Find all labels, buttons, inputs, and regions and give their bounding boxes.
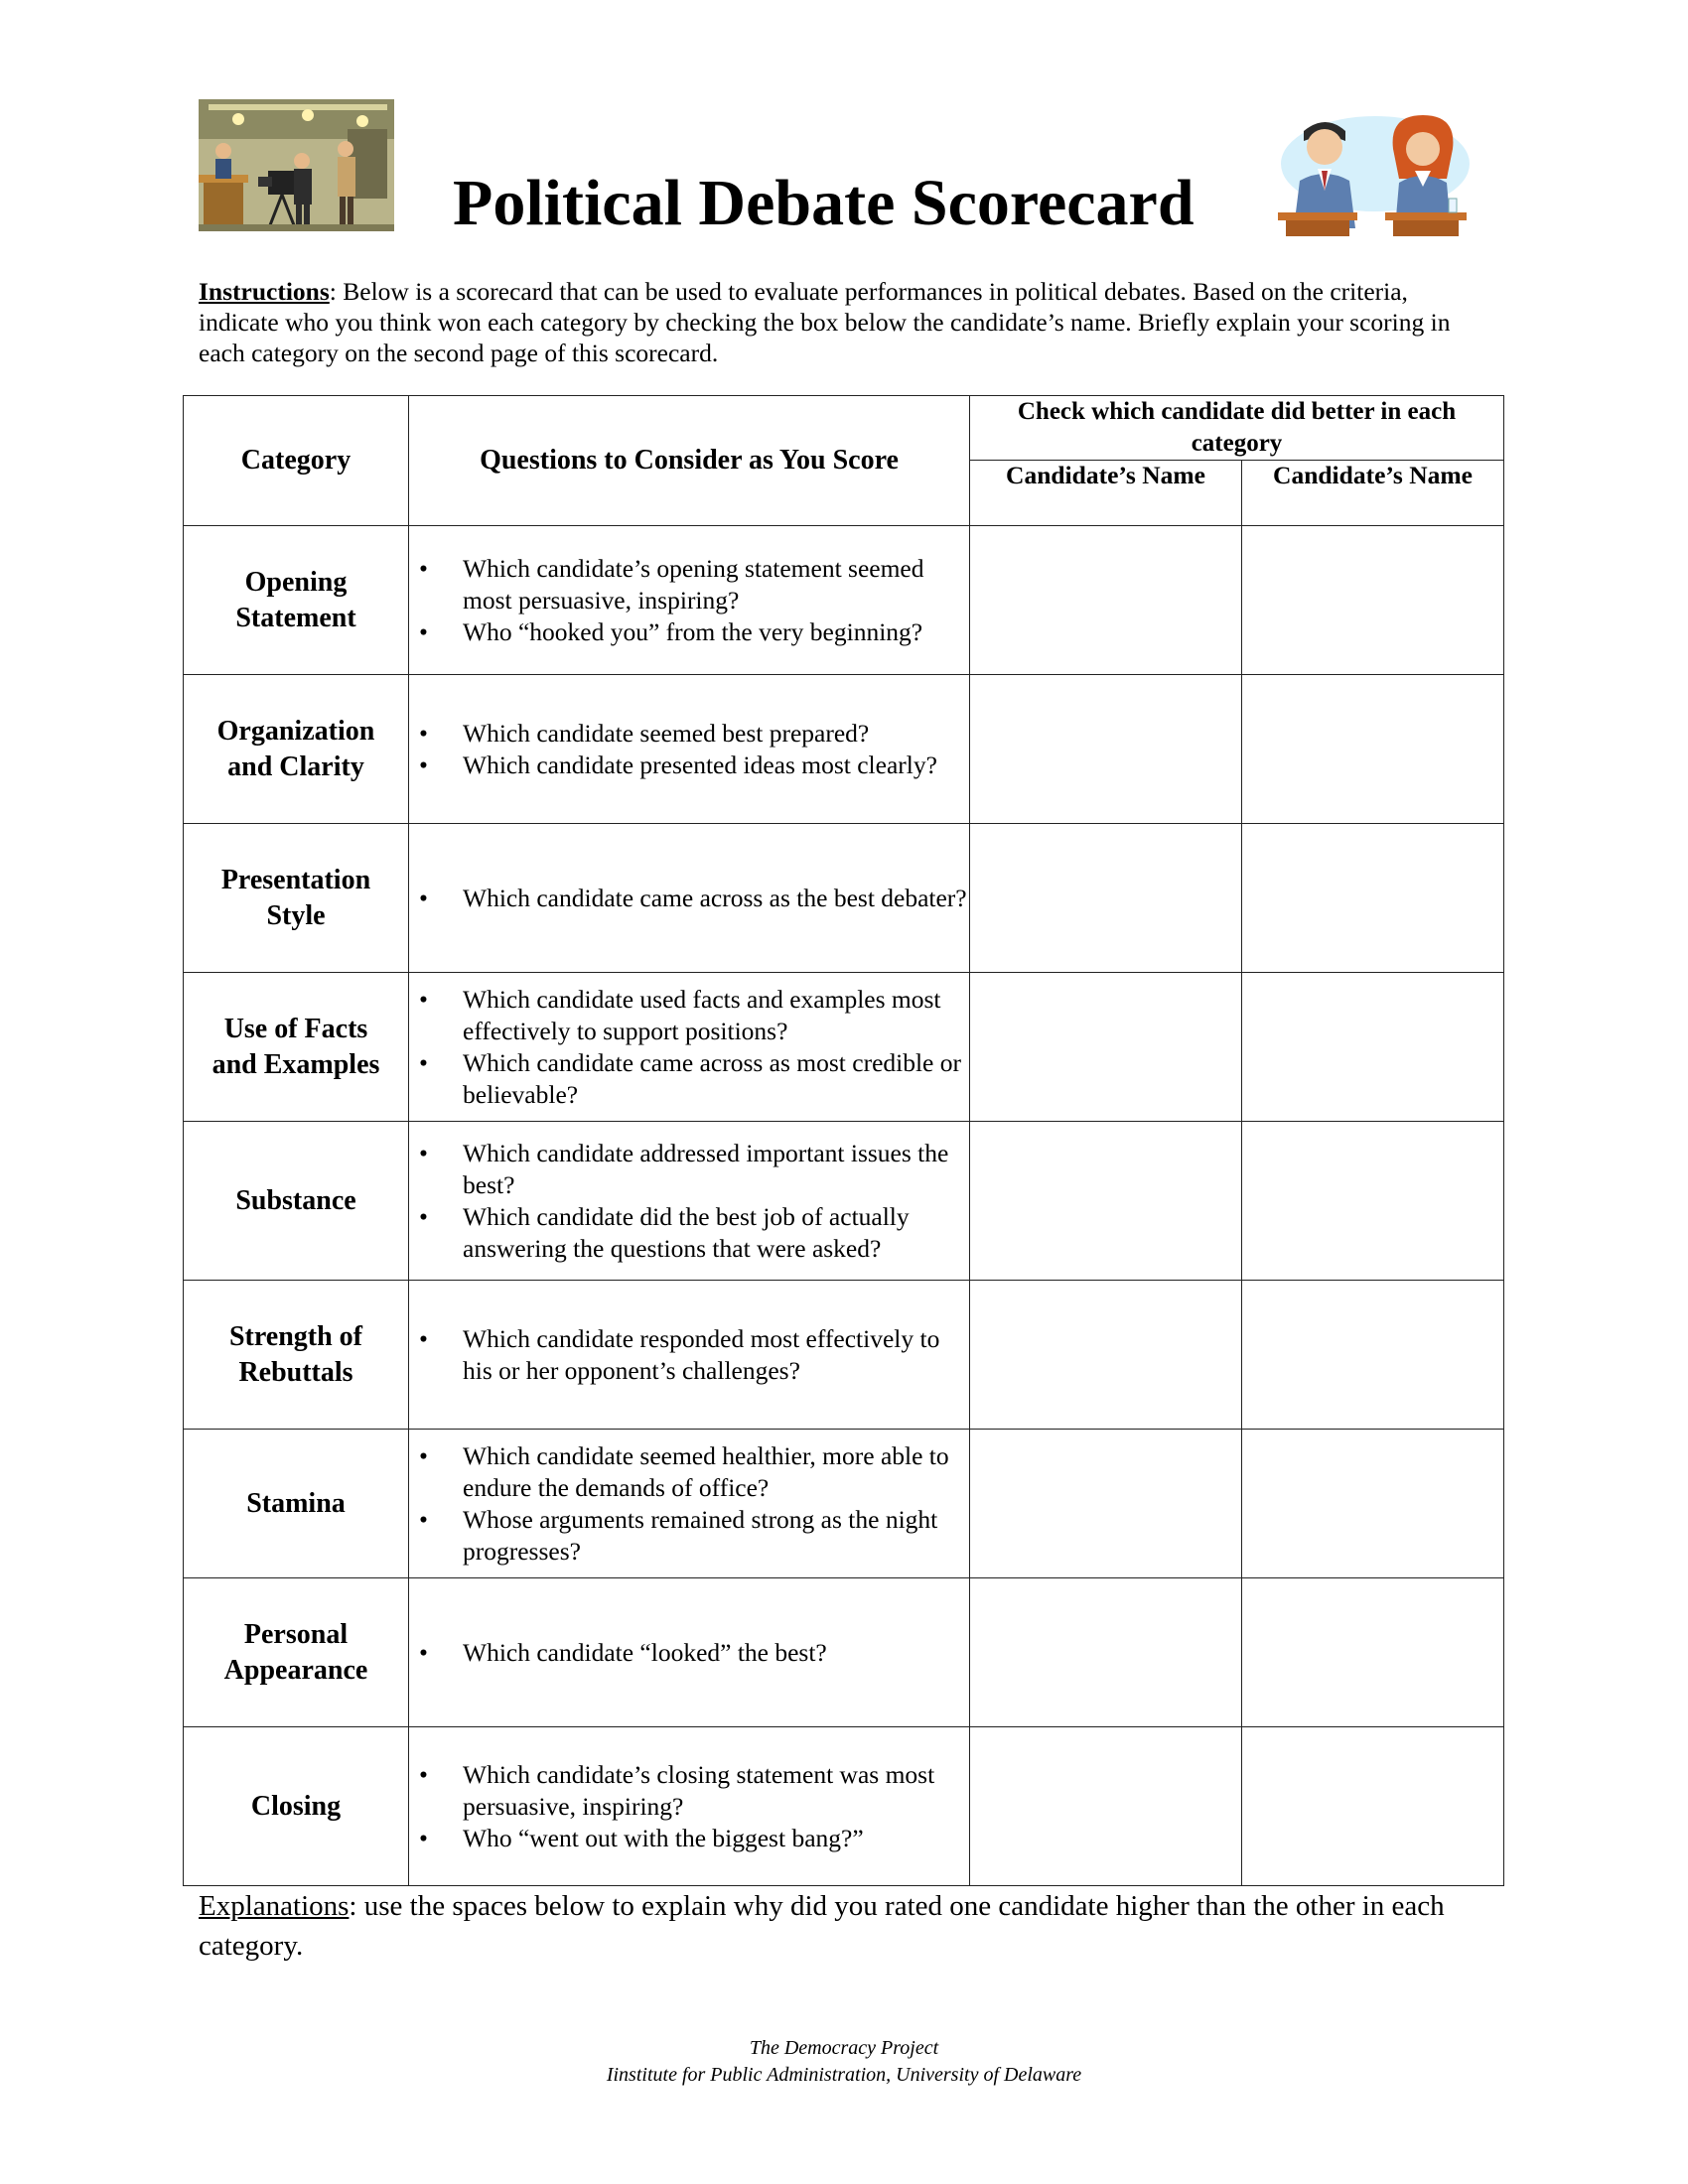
category-cell	[184, 1281, 409, 1430]
questions-list	[409, 553, 969, 648]
scorecard-row-substance	[184, 1122, 1504, 1281]
questions-list	[409, 1440, 969, 1568]
category-label: Appearance	[223, 1654, 368, 1686]
question-item: • Which candidate seemed best prepared?	[409, 718, 969, 750]
category-cell	[184, 1430, 409, 1578]
category-cell	[184, 824, 409, 973]
candidate-1-checkbox-cell[interactable]	[970, 1281, 1242, 1430]
page-title: Political Debate Scorecard	[453, 167, 1195, 239]
category-label: Strength of	[228, 1320, 363, 1352]
candidate-2-checkbox-cell[interactable]	[1242, 1727, 1504, 1886]
question-item: • Which candidate presented ideas most clearly?	[409, 750, 969, 781]
scorecard-table	[183, 395, 1504, 1886]
candidate-1-checkbox-cell[interactable]	[970, 1122, 1242, 1281]
questions-cell	[409, 1578, 970, 1727]
scorecard-row-stamina	[184, 1430, 1504, 1578]
question-item: • Who “hooked you” from the very beginning?	[409, 616, 969, 648]
category-label: Organization	[216, 715, 375, 747]
questions-list	[409, 1637, 969, 1669]
category-label: Rebuttals	[238, 1356, 353, 1388]
question-item: • Which candidate’s closing statement was most persuasive, inspiring?	[409, 1759, 969, 1823]
question-item: • Whose arguments remained strong as the night progresses?	[409, 1504, 969, 1568]
candidate-2-checkbox-cell[interactable]	[1242, 1122, 1504, 1281]
category-label: Opening	[244, 566, 348, 598]
two-debaters-at-podiums-clipart-icon	[1266, 109, 1470, 236]
candidate-1-checkbox-cell[interactable]	[970, 1727, 1242, 1886]
candidate-1-checkbox-cell[interactable]	[970, 824, 1242, 973]
explanations-paragraph	[199, 1886, 1489, 1966]
header-category: Category	[184, 396, 409, 526]
question-item: • Which candidate responded most effectively to his or her opponent’s challenges?	[409, 1323, 969, 1387]
candidate-1-checkbox-cell[interactable]	[970, 1430, 1242, 1578]
candidate-2-checkbox-cell[interactable]	[1242, 1430, 1504, 1578]
questions-cell	[409, 526, 970, 675]
candidate-1-checkbox-cell[interactable]	[970, 1578, 1242, 1727]
question-item: • Which candidate came across as the best debater?	[409, 883, 969, 914]
header-candidate-1-name: Candidate’s Name	[970, 461, 1242, 526]
question-item: • Which candidate used facts and examples most effectively to support positions?	[409, 984, 969, 1047]
question-item: • Which candidate’s opening statement seemed most persuasive, inspiring?	[409, 553, 969, 616]
scorecard-row-opening-statement	[184, 526, 1504, 675]
category-cell	[184, 526, 409, 675]
questions-list	[409, 883, 969, 914]
footer-organization: The Democracy Project	[749, 2037, 939, 2059]
category-cell	[184, 1727, 409, 1886]
header-check-instructions: Check which candidate did better in each category	[970, 396, 1504, 461]
candidate-2-checkbox-cell[interactable]	[1242, 1281, 1504, 1430]
candidate-1-checkbox-cell[interactable]	[970, 973, 1242, 1122]
questions-list	[409, 1759, 969, 1854]
candidate-1-checkbox-cell[interactable]	[970, 675, 1242, 824]
candidate-1-checkbox-cell[interactable]	[970, 526, 1242, 675]
category-label: Personal	[243, 1618, 349, 1650]
header-questions: Questions to Consider as You Score	[409, 396, 970, 526]
category-cell	[184, 1122, 409, 1281]
scorecard-row-organization-and-clarity	[184, 675, 1504, 824]
questions-list	[409, 1323, 969, 1387]
scorecard-row-closing	[184, 1727, 1504, 1886]
question-item: • Which candidate addressed important issues the best?	[409, 1138, 969, 1201]
scorecard-row-use-of-facts-and-examples	[184, 973, 1504, 1122]
debate-stage-clipart-icon	[199, 99, 394, 231]
instructions-label: Instructions	[199, 277, 330, 306]
questions-cell	[409, 1281, 970, 1430]
category-label: and Examples	[211, 1048, 380, 1080]
header-candidate-2-name: Candidate’s Name	[1242, 461, 1504, 526]
candidate-2-checkbox-cell[interactable]	[1242, 824, 1504, 973]
questions-cell	[409, 675, 970, 824]
scorecard-row-presentation-style	[184, 824, 1504, 973]
instructions-paragraph	[199, 276, 1494, 368]
questions-list	[409, 984, 969, 1111]
category-label: Closing	[250, 1790, 342, 1822]
category-cell	[184, 973, 409, 1122]
candidate-2-checkbox-cell[interactable]	[1242, 1578, 1504, 1727]
category-label: Style	[266, 899, 326, 931]
questions-cell	[409, 824, 970, 973]
question-item: • Which candidate seemed healthier, more able to endure the demands of office?	[409, 1440, 969, 1504]
instructions-text: : Below is a scorecard that can be used to evaluate performances in political debates. Based on the criteria, indicate who you think won each category by checking the box below the candidate’s name. Briefly explain your scoring in each category on the second page of this scorecard.	[199, 277, 1451, 367]
candidate-2-checkbox-cell[interactable]	[1242, 675, 1504, 824]
candidate-2-checkbox-cell[interactable]	[1242, 973, 1504, 1122]
category-label: Statement	[235, 602, 356, 633]
questions-cell	[409, 1727, 970, 1886]
question-item: • Which candidate came across as most credible or believable?	[409, 1047, 969, 1111]
questions-list	[409, 718, 969, 781]
explanations-label: Explanations	[199, 1890, 350, 1922]
category-cell	[184, 1578, 409, 1727]
scorecard-row-strength-of-rebuttals	[184, 1281, 1504, 1430]
explanations-text: : use the spaces below to explain why did you rated one candidate higher than the other in each category.	[199, 1890, 1445, 1962]
candidate-2-checkbox-cell[interactable]	[1242, 526, 1504, 675]
category-cell	[184, 675, 409, 824]
category-label: Substance	[235, 1184, 356, 1216]
question-item: • Which candidate did the best job of actually answering the questions that were asked?	[409, 1201, 969, 1265]
questions-cell	[409, 973, 970, 1122]
scorecard-row-personal-appearance	[184, 1578, 1504, 1727]
question-item: • Who “went out with the biggest bang?”	[409, 1823, 969, 1854]
questions-cell	[409, 1122, 970, 1281]
footer-institute: Iinstitute for Public Administration, University of Delaware	[606, 2064, 1082, 2086]
question-item: • Which candidate “looked” the best?	[409, 1637, 969, 1669]
category-label: Use of Facts	[223, 1013, 368, 1044]
category-label: Stamina	[246, 1487, 346, 1519]
scorecard-rows	[184, 526, 1504, 1886]
category-label: Presentation	[220, 864, 371, 895]
questions-list	[409, 1138, 969, 1265]
questions-cell	[409, 1430, 970, 1578]
category-label: and Clarity	[227, 751, 364, 782]
